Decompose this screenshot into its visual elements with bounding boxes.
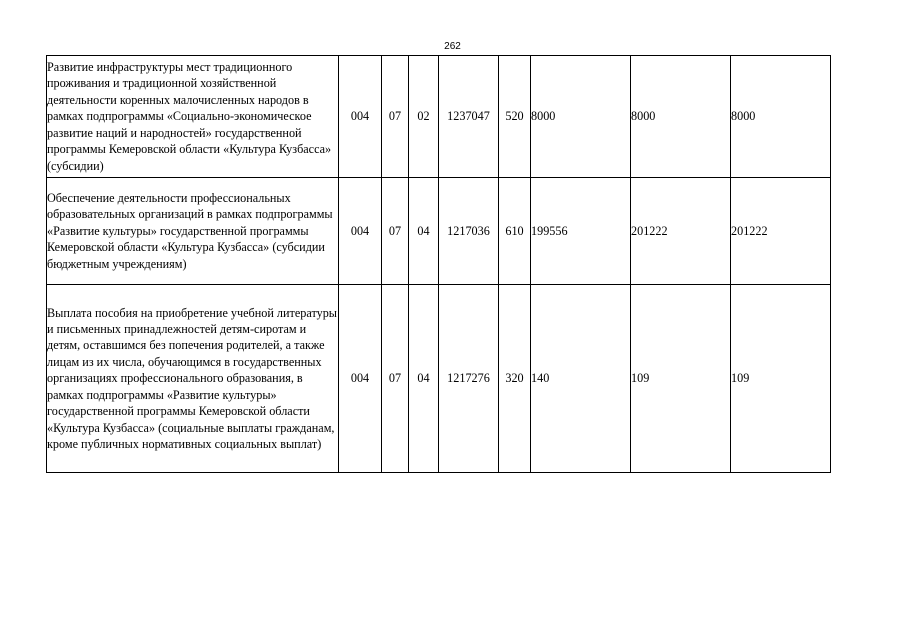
table-row — [47, 56, 831, 178]
section-cell: 07 — [382, 285, 409, 473]
section-cell: 07 — [382, 178, 409, 285]
page-number: 262 — [444, 41, 461, 52]
amount-cell-2: 109 — [631, 285, 731, 473]
target-article-cell: 1237047 — [439, 56, 499, 178]
expense-type-cell: 320 — [499, 285, 531, 473]
amount-cell-3: 8000 — [731, 56, 831, 178]
amount-cell-2: 201222 — [631, 178, 731, 285]
amount-cell-1: 199556 — [531, 178, 631, 285]
table-row — [47, 285, 831, 473]
admin-code-cell: 004 — [339, 178, 382, 285]
row-description: Развитие инфраструктуры мест традиционного проживания и традиционной хозяйственной деятельности коренных малочисленных народов в рамках подпрограммы «Социально-экономическое развитие наций и народностей» государственной программы Кемеровской области «Культура Кузбасса» (субсидии) — [47, 56, 339, 178]
amount-cell-1: 8000 — [531, 56, 631, 178]
amount-cell-1: 140 — [531, 285, 631, 473]
section-cell: 07 — [382, 56, 409, 178]
amount-cell-3: 109 — [731, 285, 831, 473]
budget-table — [46, 55, 831, 473]
amount-cell-2: 8000 — [631, 56, 731, 178]
expense-type-cell: 520 — [499, 56, 531, 178]
subsection-cell: 04 — [409, 285, 439, 473]
admin-code-cell: 004 — [339, 285, 382, 473]
subsection-cell: 04 — [409, 178, 439, 285]
row-description: Обеспечение деятельности профессиональных образовательных организаций в рамках подпрограммы «Развитие культуры» государственной программы Кемеровской области «Культура Кузбасса» (субсидии бюджетным учреждениям) — [47, 178, 339, 285]
target-article-cell: 1217036 — [439, 178, 499, 285]
expense-type-cell: 610 — [499, 178, 531, 285]
amount-cell-3: 201222 — [731, 178, 831, 285]
target-article-cell: 1217276 — [439, 285, 499, 473]
table-row — [47, 178, 831, 285]
subsection-cell: 02 — [409, 56, 439, 178]
admin-code-cell: 004 — [339, 56, 382, 178]
row-description: Выплата пособия на приобретение учебной литературы и письменных принадлежностей детям-сиротам и детям, оставшимся без попечения родителей, а также лицам из их числа, обучающимся в государственных организациях профессионального образования, в рамках подпрограммы «Развитие культуры» государственной программы Кемеровской области «Культура Кузбасса» (социальные выплаты гражданам, кроме публичных нормативных социальных выплат) — [47, 285, 339, 473]
